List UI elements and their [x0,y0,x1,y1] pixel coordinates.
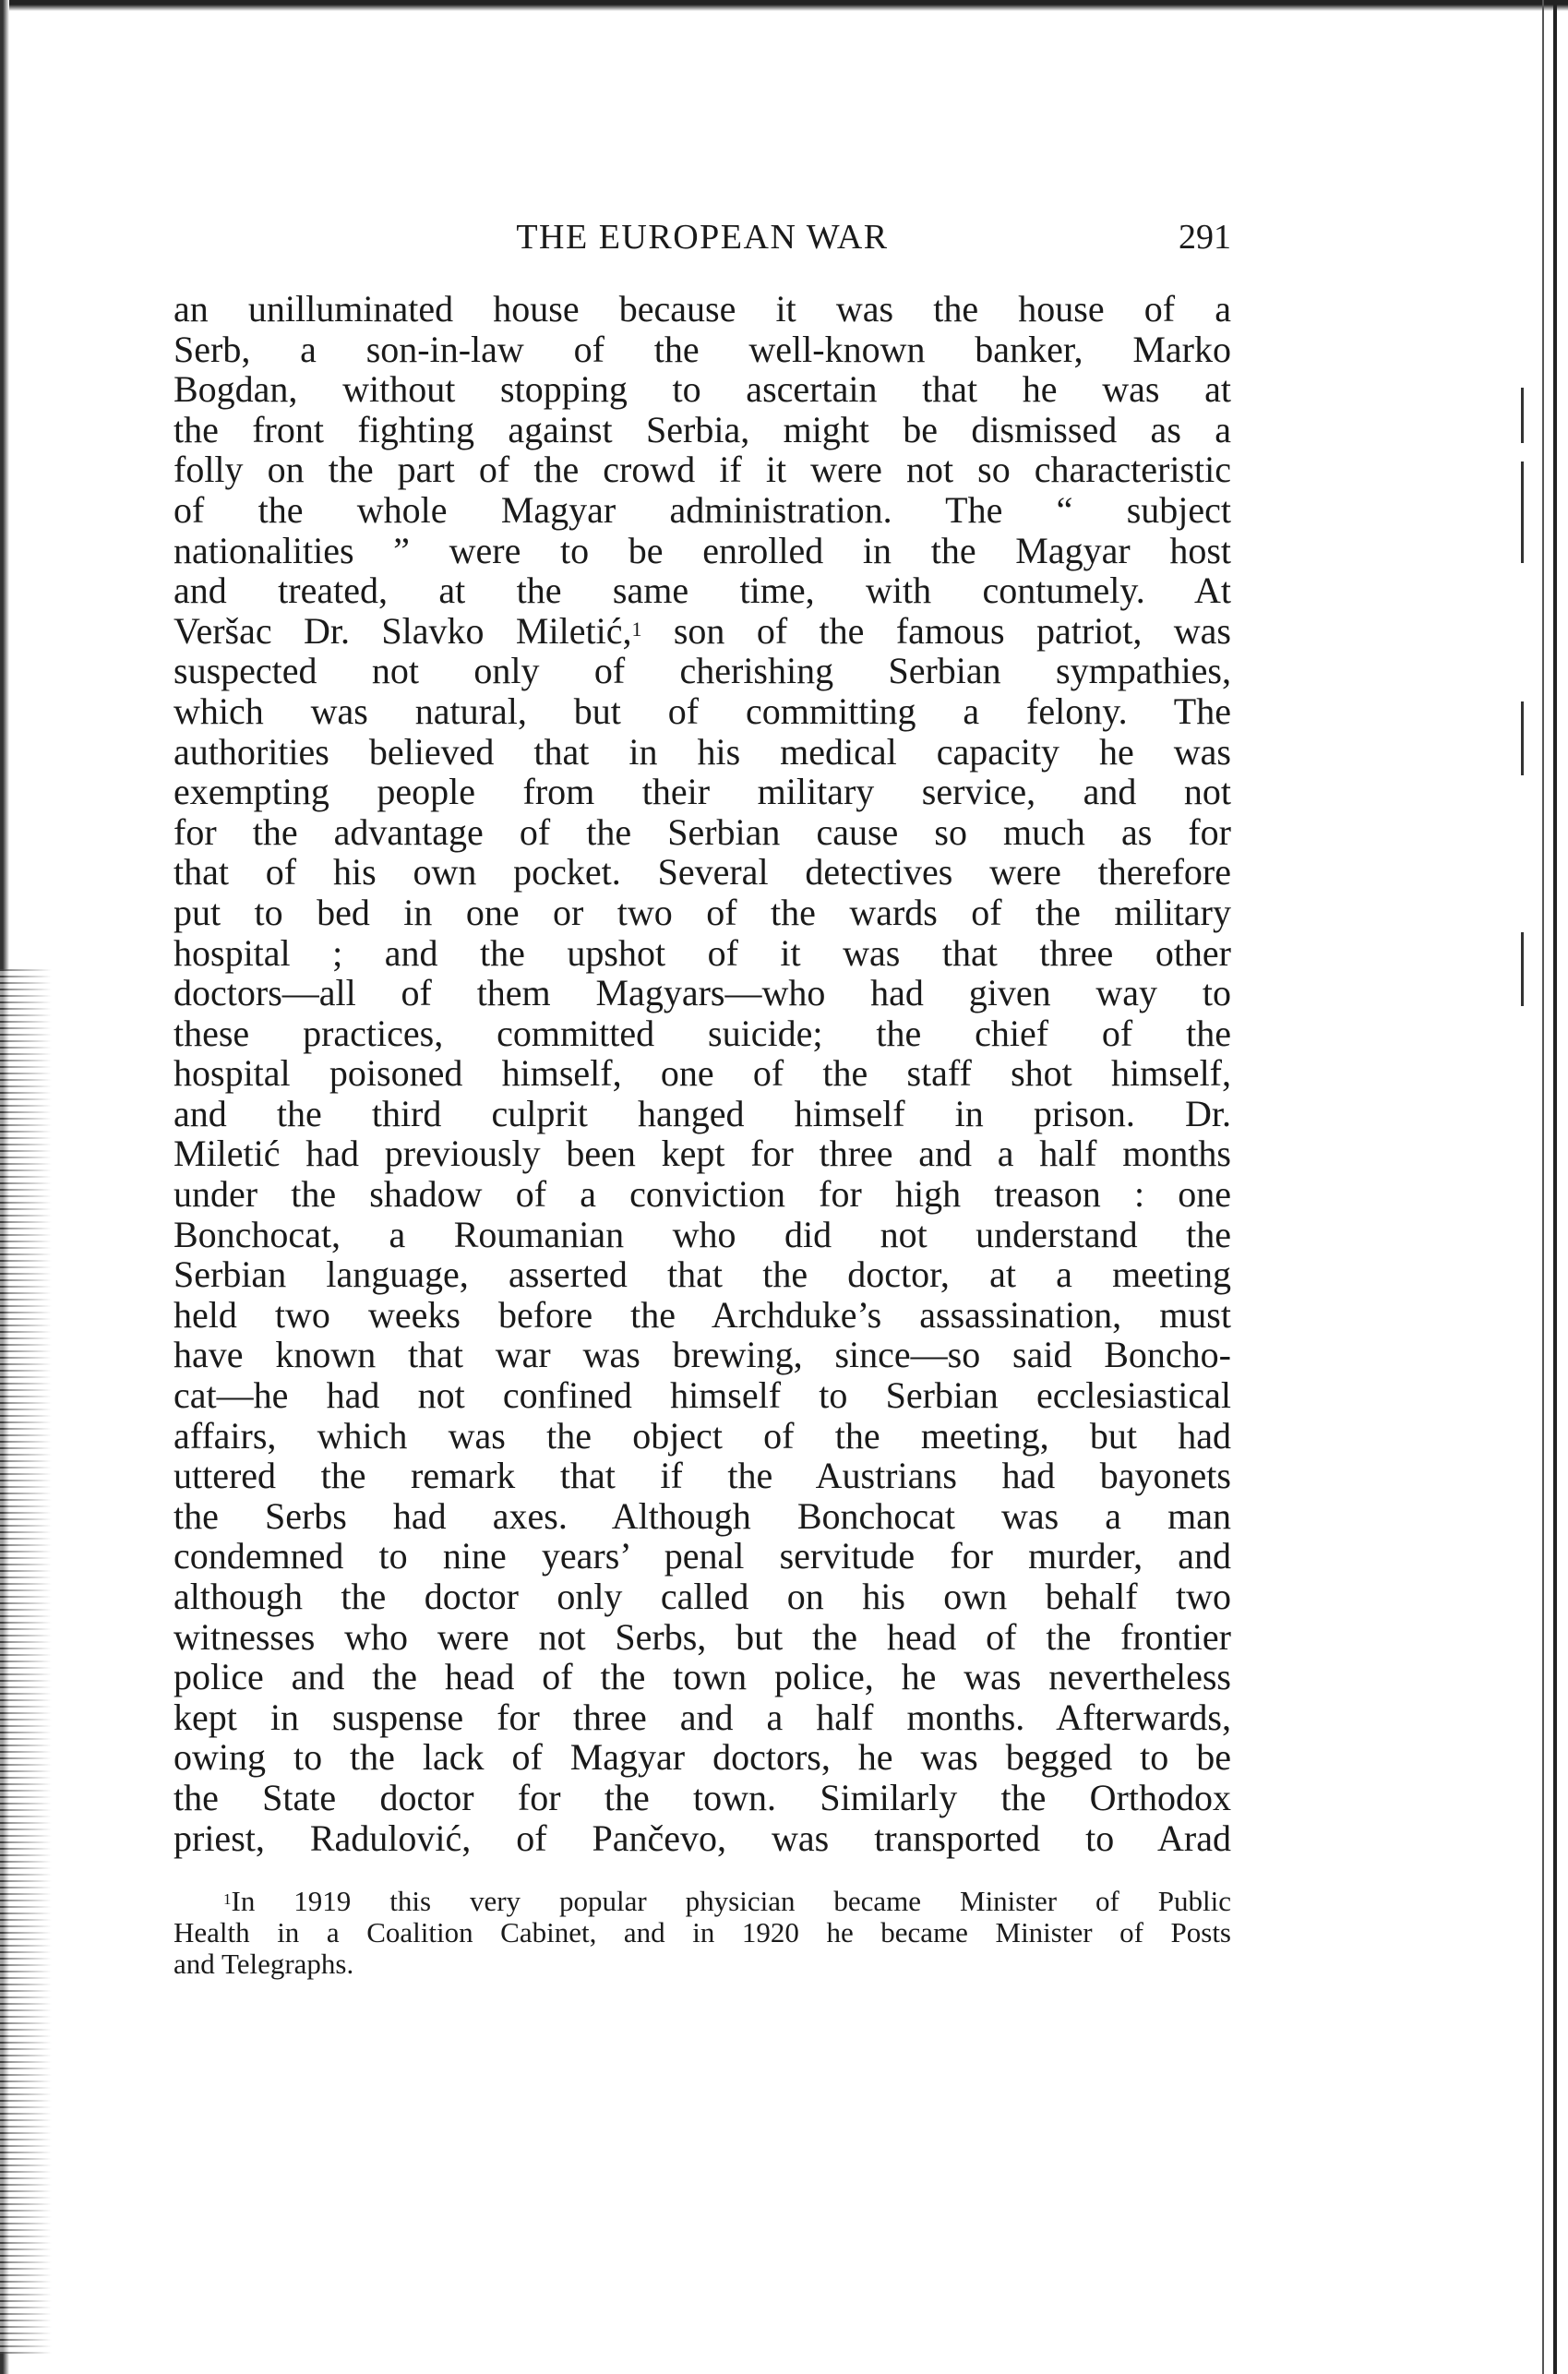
body-text [174,289,1231,1858]
text-line: which was natural, but of committing a felony. The [174,689,1231,732]
text-line: Serb, a son-in-law of the well-known banker, Marko [174,328,1231,370]
binding-mark [1521,932,1524,1006]
text-line: authorities believed that in his medical capacity he was [174,730,1231,773]
text-line: these practices, committed suicide; the chief of the [174,1012,1231,1054]
footnote-line: Health in a Coalition Cabinet, and in 1920 he became Minister of Posts [174,1916,1231,1949]
footnote-marker: 1 [223,1890,232,1909]
text-line: the front fighting against Serbia, might be dismissed as a [174,408,1231,450]
text-line: under the shadow of a conviction for high treason : one [174,1173,1231,1216]
text-line: and the third culprit hanged himself in prison. Dr. [174,1092,1231,1134]
text-fragment: son of the famous patriot, was [673,609,1231,652]
page-header [174,208,1231,263]
text-line: an unilluminated house because it was the house of a [174,288,1231,330]
text-line: folly on the part of the crowd if it were not so characteristic [174,449,1231,491]
text-line: police and the head of the town police, he was nevertheless [174,1656,1231,1698]
text-line: of the whole Magyar administration. The “ subject [174,488,1231,531]
book-page [174,208,1231,1980]
text-line: exempting people from their military service, and not [174,771,1231,813]
text-line: have known that war was brewing, since—so said Boncho- [174,1334,1231,1376]
binding-mark [1521,462,1524,563]
text-line: Miletić had previously been kept for three and a half months [174,1133,1231,1175]
footnote [174,1886,1231,1980]
text-line: and treated, at the same time, with contumely. At [174,570,1231,612]
binding-shadow-left [0,969,52,2354]
text-line: suspected not only of cherishing Serbian sympathies, [174,650,1231,692]
binding-mark [1521,701,1524,775]
text-line: put to bed in one or two of the wards of the military [174,891,1231,933]
text-line: Bonchocat, a Roumanian who did not understand the [174,1213,1231,1255]
scan-edge-top [0,0,1568,11]
footnote-line: and Telegraphs. [174,1948,354,1981]
text-line: kept in suspense for three and a half months. Afterwards, [174,1696,1231,1738]
binding-edge-right [1533,0,1557,2374]
footnote-line [174,1886,1231,1917]
text-line: condemned to nine years’ penal servitude for murder, and [174,1535,1231,1577]
text-line: the Serbs had axes. Although Bonchocat was a man [174,1494,1231,1537]
text-line: nationalities ” were to be enrolled in the Magyar host [174,529,1231,571]
running-title: THE EUROPEAN WAR [516,218,889,257]
text-fragment: Veršac Dr. Slavko Miletić, [174,609,632,652]
text-line: owing to the lack of Magyar doctors, he was begged to be [174,1736,1231,1779]
page-number: 291 [1179,218,1231,257]
text-line: for the advantage of the Serbian cause so much as for [174,810,1231,853]
text-line: Bogdan, without stopping to ascertain that he was at [174,368,1231,411]
text-line: Serbian language, asserted that the doctor, at a meeting [174,1253,1231,1296]
text-line: although the doctor only called on his own behalf two [174,1576,1231,1617]
text-line: witnesses who were not Serbs, but the head of the frontier [174,1615,1231,1658]
footnote-reference: 1 [631,617,642,641]
text-line: that of his own pocket. Several detectives were therefore [174,851,1231,893]
text-line: affairs, which was the object of the meeting, but had [174,1414,1231,1457]
text-line: the State doctor for the town. Similarly the Orthodox [174,1776,1231,1818]
footnote-text: In 1919 this very popular physician became Minister of Public [231,1885,1231,1918]
text-line: hospital ; and the upshot of it was that three other [174,931,1231,974]
text-line-with-footnote-ref [174,611,1231,652]
text-line: doctors—all of them Magyars—who had given way to [174,972,1231,1014]
text-line: uttered the remark that if the Austrians had bayonets [174,1455,1231,1497]
text-line: priest, Radulović, of Pančevo, was transported to Arad [174,1816,1231,1859]
text-line: cat—he had not confined himself to Serbian ecclesiastical [174,1374,1231,1417]
text-line: held two weeks before the Archduke’s assassination, must [174,1293,1231,1336]
text-line: hospital poisoned himself, one of the staff shot himself, [174,1052,1231,1095]
binding-line [1553,0,1557,2374]
binding-line [1542,0,1544,2374]
binding-mark [1521,388,1524,443]
